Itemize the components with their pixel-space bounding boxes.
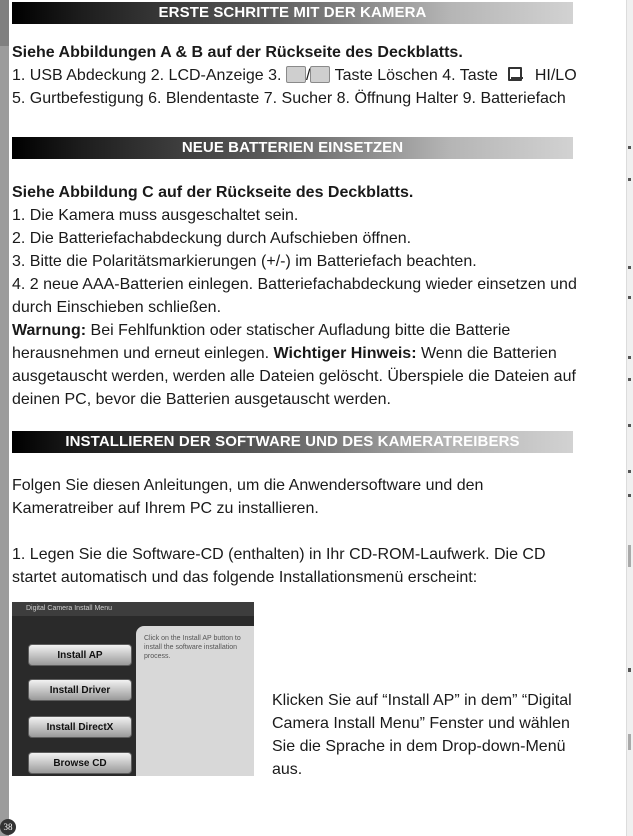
- section-getting-started-body: [12, 41, 578, 110]
- software-step-1: 1. Legen Sie die Software-CD (enthalten) in Ihr CD-ROM-Laufwerk. Die CD startet automatisch und das folgende Installationsmenü erscheint:: [12, 546, 546, 586]
- right-page-edge: [626, 0, 633, 836]
- quality-icon: [506, 65, 526, 83]
- battery-step: 4. 2 neue AAA-Batterien einlegen. Batteriefachabdeckung wieder einsetzen und durch Einschieben schließen.: [12, 276, 577, 316]
- install-menu-screenshot: [12, 602, 254, 776]
- browse-cd-button: Browse CD: [28, 752, 132, 774]
- section-header-getting-started: [12, 2, 573, 24]
- parts-list-line-1: 1. USB Abdeckung 2. LCD-Anzeige 3. / Taste Löschen 4. Taste HI/LO: [12, 67, 577, 84]
- section-title: NEUE BATTERIEN EINSETZEN: [181, 139, 404, 156]
- software-intro: Folgen Sie diesen Anleitungen, um die Anwendersoftware und den Kameratreiber auf Ihrem PC zu installieren.: [12, 477, 484, 517]
- screenshot-info-text: Click on the Install AP button to install the software installation process.: [144, 635, 241, 660]
- section-title: INSTALLIEREN DER SOFTWARE UND DES KAMERATREIBERS: [65, 433, 520, 450]
- battery-warning: Warnung: Bei Fehlfunktion oder statischer Aufladung bitte die Batterie herausnehmen und erneut einlegen. Wichtiger Hinweis: Wenn die Batterien ausgetauscht werden, werden alle Dateien gelöscht. Überspiele die Dateien auf deinen PC, bevor die Batterien ausgetauscht werden.: [12, 322, 576, 408]
- section-batteries-body: [12, 181, 578, 411]
- battery-step: 1. Die Kamera muss ausgeschaltet sein.: [12, 207, 299, 224]
- page-number: 38: [0, 819, 16, 835]
- figure-reference: Siehe Abbildung C auf der Rückseite des Deckblatts.: [12, 184, 414, 201]
- section-header-software: [12, 431, 573, 453]
- parts-list-line-2: 5. Gurtbefestigung 6. Blendentaste 7. Sucher 8. Öffnung Halter 9. Batteriefach: [12, 90, 566, 107]
- install-ap-button: Install AP: [28, 644, 132, 666]
- left-margin-bar: [0, 0, 9, 836]
- delete-icon: [286, 66, 306, 83]
- figure-reference: Siehe Abbildungen A & B auf der Rückseite des Deckblatts.: [12, 44, 463, 61]
- section-header-batteries: [12, 137, 573, 159]
- battery-step: 2. Die Batteriefachabdeckung durch Aufschieben öffnen.: [12, 230, 412, 247]
- section-software-body: [12, 474, 578, 589]
- left-margin-tag: [0, 0, 9, 46]
- trash-icon: [310, 66, 330, 83]
- install-driver-button: Install Driver: [28, 679, 132, 701]
- install-directx-button: Install DirectX: [28, 716, 132, 738]
- screenshot-caption: Klicken Sie auf “Install AP” in dem” “Digital Camera Install Menu” Fenster und wählen Sie die Sprache in dem Drop-down-Menü aus.: [272, 692, 572, 778]
- battery-step: 3. Bitte die Polaritätsmarkierungen (+/-) im Batteriefach beachten.: [12, 253, 477, 270]
- section-title: ERSTE SCHRITTE MIT DER KAMERA: [158, 4, 427, 21]
- screenshot-window-title: Digital Camera Install Menu: [12, 602, 254, 616]
